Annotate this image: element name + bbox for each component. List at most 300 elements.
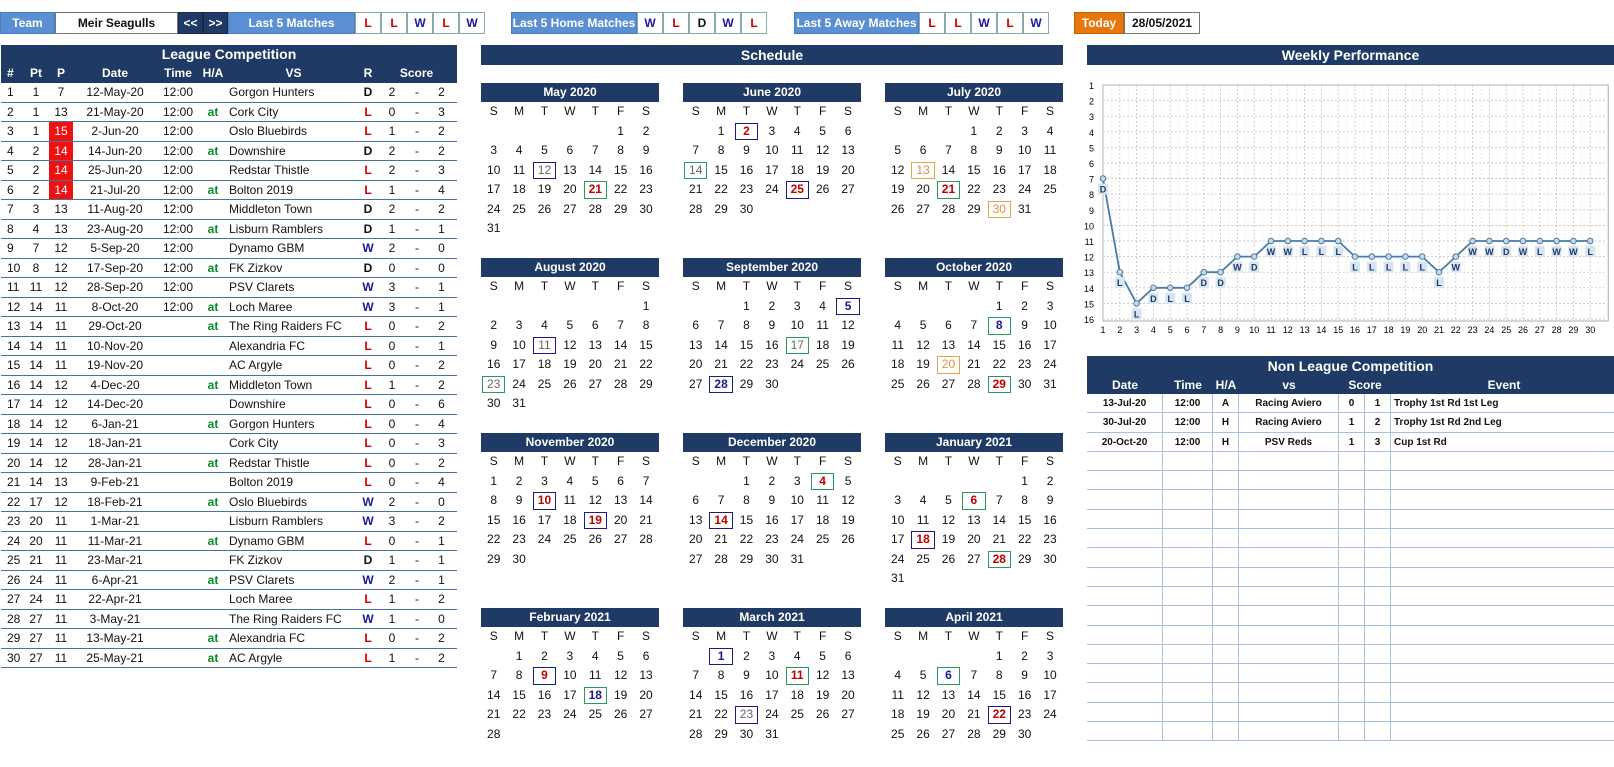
- calendar-day[interactable]: 28: [941, 201, 956, 216]
- calendar-day[interactable]: 24: [1043, 707, 1057, 721]
- calendar-day[interactable]: 21: [689, 182, 703, 196]
- calendar-day[interactable]: 15: [992, 337, 1006, 352]
- calendar-day[interactable]: 22: [739, 357, 754, 371]
- calendar-day[interactable]: 13: [689, 512, 703, 527]
- calendar-day[interactable]: 1: [617, 123, 624, 138]
- calendar-day[interactable]: 11: [816, 493, 829, 507]
- calendar-day[interactable]: 20: [967, 532, 981, 546]
- calendar-day[interactable]: 23: [1017, 707, 1032, 721]
- calendar-day[interactable]: 23: [639, 182, 653, 196]
- calendar-day[interactable]: 27: [639, 707, 653, 721]
- calendar-day[interactable]: 23: [739, 182, 754, 196]
- calendar-day[interactable]: 31: [512, 396, 526, 410]
- calendar-day[interactable]: 2: [995, 123, 1003, 138]
- calendar-day[interactable]: 12: [841, 318, 855, 332]
- calendar-day[interactable]: 5: [844, 473, 852, 488]
- calendar-day[interactable]: 5: [591, 473, 599, 488]
- calendar-day[interactable]: 18: [537, 357, 552, 371]
- calendar-day[interactable]: 24: [765, 182, 779, 196]
- calendar-day[interactable]: 29: [739, 376, 754, 391]
- calendar-day[interactable]: 20: [689, 357, 703, 371]
- calendar-day[interactable]: 17: [512, 357, 526, 371]
- calendar-day[interactable]: 22: [987, 705, 1012, 725]
- calendar-day[interactable]: 17: [1043, 687, 1057, 702]
- calendar-day[interactable]: 15: [613, 162, 628, 177]
- calendar-day[interactable]: 8: [987, 316, 1012, 336]
- calendar-day[interactable]: 21: [714, 357, 728, 371]
- calendar-day[interactable]: 7: [717, 493, 725, 507]
- calendar-day[interactable]: 11: [512, 162, 526, 177]
- calendar-day[interactable]: 25: [916, 551, 930, 566]
- calendar-day[interactable]: 26: [815, 707, 830, 721]
- calendar-day[interactable]: 29: [639, 376, 653, 391]
- calendar-day[interactable]: 8: [642, 318, 650, 332]
- calendar-day[interactable]: 25: [537, 376, 552, 391]
- calendar-day[interactable]: 23: [765, 357, 779, 371]
- calendar-day[interactable]: 12: [563, 337, 577, 352]
- calendar-day[interactable]: 6: [617, 473, 624, 488]
- calendar-day[interactable]: 29: [714, 726, 728, 741]
- calendar-day[interactable]: 30: [765, 376, 779, 391]
- calendar-day[interactable]: 5: [541, 143, 548, 157]
- calendar-day[interactable]: 3: [1021, 123, 1028, 138]
- calendar-day[interactable]: 27: [841, 182, 855, 196]
- calendar-day[interactable]: 23: [734, 705, 759, 725]
- calendar-day[interactable]: 31: [891, 571, 905, 585]
- calendar-day[interactable]: 11: [785, 666, 810, 686]
- calendar-day[interactable]: 26: [563, 376, 577, 391]
- calendar-day[interactable]: 1: [708, 647, 733, 667]
- calendar-day[interactable]: 6: [692, 318, 700, 332]
- calendar-day[interactable]: 14: [967, 337, 981, 352]
- calendar-day[interactable]: 17: [765, 162, 779, 177]
- calendar-day[interactable]: 18: [891, 357, 905, 371]
- calendar-day[interactable]: 15: [1017, 512, 1032, 527]
- calendar-day[interactable]: 3: [793, 298, 801, 313]
- calendar-day[interactable]: 10: [512, 337, 526, 352]
- calendar-day[interactable]: 31: [765, 726, 779, 741]
- calendar-day[interactable]: 24: [1017, 182, 1032, 196]
- calendar-day[interactable]: 3: [1046, 648, 1054, 663]
- calendar-day[interactable]: 13: [967, 512, 981, 527]
- calendar-day[interactable]: 22: [739, 532, 754, 546]
- calendar-day[interactable]: 16: [765, 337, 779, 352]
- calendar-day[interactable]: 20: [689, 532, 703, 546]
- calendar-day[interactable]: 27: [563, 201, 577, 216]
- calendar-day[interactable]: 5: [894, 143, 902, 157]
- calendar-day[interactable]: 16: [1017, 687, 1032, 702]
- calendar-day[interactable]: 15: [487, 512, 501, 527]
- calendar-day[interactable]: 14: [487, 687, 501, 702]
- calendar-day[interactable]: 24: [790, 532, 804, 546]
- calendar-day[interactable]: 25: [563, 532, 577, 546]
- calendar-day[interactable]: 14: [714, 337, 728, 352]
- calendar-day[interactable]: 25: [891, 376, 905, 391]
- calendar-day[interactable]: 13: [639, 668, 653, 682]
- calendar-day[interactable]: 23: [537, 707, 552, 721]
- calendar-day[interactable]: 19: [583, 511, 608, 531]
- calendar-day[interactable]: 22: [967, 182, 981, 196]
- calendar-day[interactable]: 12: [916, 337, 930, 352]
- calendar-day[interactable]: 1: [743, 298, 750, 313]
- calendar-day[interactable]: 19: [815, 687, 830, 702]
- calendar-day[interactable]: 13: [563, 162, 577, 177]
- calendar-day[interactable]: 18: [1043, 162, 1057, 177]
- calendar-day[interactable]: 27: [613, 532, 628, 546]
- calendar-day[interactable]: 3: [566, 648, 574, 663]
- calendar-day[interactable]: 29: [992, 726, 1006, 741]
- calendar-day[interactable]: 20: [841, 687, 855, 702]
- calendar-day[interactable]: 30: [739, 201, 754, 216]
- calendar-day[interactable]: 14: [588, 162, 602, 177]
- calendar-day[interactable]: 3: [541, 473, 548, 488]
- calendar-day[interactable]: 25: [588, 707, 602, 721]
- calendar-day[interactable]: 14: [708, 511, 733, 531]
- calendar-day[interactable]: 9: [1021, 318, 1028, 332]
- calendar-day[interactable]: 18: [563, 512, 577, 527]
- calendar-day[interactable]: 6: [591, 318, 599, 332]
- calendar-day[interactable]: 2: [1021, 648, 1028, 663]
- calendar-day[interactable]: 31: [790, 551, 804, 566]
- calendar-day[interactable]: 28: [967, 726, 981, 741]
- calendar-day[interactable]: 26: [916, 376, 930, 391]
- calendar-day[interactable]: 28: [689, 726, 703, 741]
- calendar-day[interactable]: 23: [512, 532, 526, 546]
- calendar-day[interactable]: 8: [1021, 493, 1028, 507]
- calendar-day[interactable]: 26: [841, 532, 855, 546]
- calendar-day[interactable]: 4: [894, 668, 902, 682]
- calendar-day[interactable]: 8: [970, 143, 978, 157]
- calendar-day[interactable]: 25: [1043, 182, 1057, 196]
- calendar-day[interactable]: 20: [941, 707, 956, 721]
- calendar-day[interactable]: 2: [768, 473, 776, 488]
- calendar-day[interactable]: 27: [967, 551, 981, 566]
- calendar-day[interactable]: 6: [692, 493, 700, 507]
- calendar-day[interactable]: 4: [566, 473, 574, 488]
- prev-team-button[interactable]: <<: [178, 12, 203, 34]
- calendar-day[interactable]: 3: [515, 318, 523, 332]
- calendar-day[interactable]: 28: [714, 551, 728, 566]
- calendar-day[interactable]: 5: [819, 123, 826, 138]
- calendar-day[interactable]: 2: [743, 648, 750, 663]
- calendar-day[interactable]: 15: [639, 337, 653, 352]
- calendar-day[interactable]: 6: [961, 491, 986, 511]
- calendar-day[interactable]: 4: [591, 648, 599, 663]
- calendar-day[interactable]: 22: [487, 532, 501, 546]
- calendar-day[interactable]: 18: [815, 337, 830, 352]
- calendar-day[interactable]: 8: [490, 493, 498, 507]
- calendar-day[interactable]: 14: [941, 162, 956, 177]
- calendar-day[interactable]: 20: [613, 512, 628, 527]
- calendar-day[interactable]: 3: [1046, 298, 1054, 313]
- calendar-day[interactable]: 27: [941, 726, 956, 741]
- calendar-day[interactable]: 28: [613, 376, 628, 391]
- calendar-day[interactable]: 15: [714, 162, 728, 177]
- calendar-day[interactable]: 26: [613, 707, 628, 721]
- calendar-day[interactable]: 3: [768, 648, 776, 663]
- calendar-day[interactable]: 1: [515, 648, 523, 663]
- calendar-day[interactable]: 28: [639, 532, 653, 546]
- calendar-day[interactable]: 19: [815, 162, 830, 177]
- calendar-day[interactable]: 12: [588, 493, 602, 507]
- calendar-day[interactable]: 8: [743, 318, 750, 332]
- calendar-day[interactable]: 20: [936, 355, 961, 375]
- calendar-day[interactable]: 7: [490, 668, 498, 682]
- calendar-day[interactable]: 29: [739, 551, 754, 566]
- calendar-day[interactable]: 7: [692, 143, 700, 157]
- calendar-day[interactable]: 7: [717, 318, 725, 332]
- calendar-day[interactable]: 20: [563, 182, 577, 196]
- calendar-day[interactable]: 18: [790, 687, 804, 702]
- calendar-day[interactable]: 15: [512, 687, 526, 702]
- calendar-day[interactable]: 19: [941, 532, 956, 546]
- calendar-day[interactable]: 30: [1017, 726, 1032, 741]
- calendar-day[interactable]: 26: [916, 726, 930, 741]
- calendar-day[interactable]: 11: [563, 493, 577, 507]
- calendar-day[interactable]: 1: [970, 123, 978, 138]
- calendar-day[interactable]: 4: [919, 493, 927, 507]
- calendar-day[interactable]: 12: [916, 687, 930, 702]
- calendar-day[interactable]: 27: [689, 551, 703, 566]
- calendar-day[interactable]: 7: [970, 668, 978, 682]
- calendar-day[interactable]: 23: [992, 182, 1006, 196]
- calendar-day[interactable]: 22: [714, 182, 728, 196]
- calendar-day[interactable]: 1: [1021, 473, 1028, 488]
- calendar-day[interactable]: 17: [891, 532, 905, 546]
- calendar-day[interactable]: 13: [941, 337, 956, 352]
- calendar-day[interactable]: 9: [642, 143, 650, 157]
- calendar-day[interactable]: 22: [1017, 532, 1032, 546]
- calendar-day[interactable]: 7: [995, 493, 1003, 507]
- calendar-day[interactable]: 4: [810, 472, 835, 492]
- calendar-day[interactable]: 4: [793, 648, 801, 663]
- calendar-day[interactable]: 26: [841, 357, 855, 371]
- calendar-day[interactable]: 10: [487, 162, 501, 177]
- calendar-day[interactable]: 27: [588, 376, 602, 391]
- calendar-day[interactable]: 30: [487, 396, 501, 410]
- calendar-day[interactable]: 10: [563, 668, 577, 682]
- calendar-day[interactable]: 5: [617, 648, 624, 663]
- calendar-day[interactable]: 24: [1043, 357, 1057, 371]
- calendar-day[interactable]: 30: [512, 551, 526, 566]
- next-team-button[interactable]: >>: [203, 12, 228, 34]
- calendar-day[interactable]: 14: [639, 493, 653, 507]
- calendar-day[interactable]: 13: [841, 143, 855, 157]
- calendar-day[interactable]: 29: [987, 375, 1012, 395]
- calendar-day[interactable]: 7: [617, 318, 624, 332]
- calendar-day[interactable]: 14: [613, 337, 628, 352]
- calendar-day[interactable]: 4: [819, 298, 826, 313]
- calendar-day[interactable]: 17: [1017, 162, 1032, 177]
- calendar-day[interactable]: 16: [537, 687, 552, 702]
- calendar-day[interactable]: 2: [541, 648, 548, 663]
- calendar-day[interactable]: 19: [841, 512, 855, 527]
- calendar-day[interactable]: 29: [967, 201, 981, 216]
- calendar-day[interactable]: 16: [639, 162, 653, 177]
- calendar-day[interactable]: 18: [891, 707, 905, 721]
- calendar-day[interactable]: 9: [743, 143, 750, 157]
- calendar-day[interactable]: 16: [487, 357, 501, 371]
- calendar-day[interactable]: 11: [589, 668, 602, 682]
- calendar-day[interactable]: 18: [583, 686, 608, 706]
- calendar-day[interactable]: 23: [481, 375, 506, 395]
- calendar-day[interactable]: 11: [891, 337, 904, 352]
- calendar-day[interactable]: 2: [1021, 298, 1028, 313]
- calendar-day[interactable]: 10: [790, 493, 804, 507]
- calendar-day[interactable]: 30: [765, 551, 779, 566]
- calendar-day[interactable]: 13: [613, 493, 628, 507]
- calendar-day[interactable]: 20: [639, 687, 653, 702]
- calendar-day[interactable]: 29: [1017, 551, 1032, 566]
- calendar-day[interactable]: 10: [1043, 668, 1057, 682]
- calendar-day[interactable]: 30: [739, 726, 754, 741]
- calendar-day[interactable]: 22: [992, 357, 1006, 371]
- calendar-day[interactable]: 28: [708, 375, 733, 395]
- calendar-day[interactable]: 25: [815, 532, 830, 546]
- calendar-day[interactable]: 16: [1043, 512, 1057, 527]
- calendar-day[interactable]: 7: [945, 143, 952, 157]
- calendar-day[interactable]: 25: [891, 726, 905, 741]
- calendar-day[interactable]: 25: [815, 357, 830, 371]
- calendar-day[interactable]: 27: [689, 376, 703, 391]
- calendar-day[interactable]: 5: [819, 648, 826, 663]
- calendar-day[interactable]: 15: [992, 687, 1006, 702]
- calendar-day[interactable]: 10: [1017, 143, 1032, 157]
- calendar-day[interactable]: 21: [967, 357, 981, 371]
- calendar-day[interactable]: 19: [891, 182, 905, 196]
- calendar-day[interactable]: 21: [714, 532, 728, 546]
- calendar-day[interactable]: 21: [936, 180, 961, 200]
- calendar-day[interactable]: 16: [992, 162, 1006, 177]
- calendar-day[interactable]: 27: [841, 707, 855, 721]
- calendar-day[interactable]: 24: [563, 707, 577, 721]
- calendar-day[interactable]: 26: [537, 201, 552, 216]
- calendar-day[interactable]: 4: [541, 318, 548, 332]
- calendar-day[interactable]: 19: [916, 357, 930, 371]
- calendar-day[interactable]: 4: [515, 143, 523, 157]
- calendar-day[interactable]: 21: [613, 357, 628, 371]
- calendar-day[interactable]: 4: [894, 318, 902, 332]
- calendar-day[interactable]: 11: [891, 687, 904, 702]
- calendar-day[interactable]: 18: [815, 512, 830, 527]
- calendar-day[interactable]: 14: [992, 512, 1006, 527]
- calendar-day[interactable]: 10: [765, 143, 779, 157]
- calendar-day[interactable]: 8: [717, 668, 725, 682]
- calendar-day[interactable]: 3: [768, 123, 776, 138]
- calendar-day[interactable]: 26: [891, 201, 905, 216]
- calendar-day[interactable]: 26: [588, 532, 602, 546]
- calendar-day[interactable]: 4: [793, 123, 801, 138]
- calendar-day[interactable]: 30: [1017, 376, 1032, 391]
- calendar-day[interactable]: 1: [642, 298, 650, 313]
- calendar-day[interactable]: 7: [642, 473, 650, 488]
- calendar-day[interactable]: 2: [768, 298, 776, 313]
- calendar-day[interactable]: 9: [743, 668, 750, 682]
- calendar-day[interactable]: 11: [816, 318, 829, 332]
- calendar-day[interactable]: 10: [891, 512, 905, 527]
- calendar-day[interactable]: 1: [717, 123, 725, 138]
- calendar-day[interactable]: 22: [512, 707, 526, 721]
- calendar-day[interactable]: 7: [692, 668, 700, 682]
- calendar-day[interactable]: 5: [835, 297, 860, 317]
- calendar-day[interactable]: 21: [967, 707, 981, 721]
- calendar-day[interactable]: 17: [785, 336, 810, 356]
- calendar-day[interactable]: 28: [588, 201, 602, 216]
- calendar-day[interactable]: 12: [613, 668, 628, 682]
- calendar-day[interactable]: 19: [613, 687, 628, 702]
- calendar-day[interactable]: 7: [591, 143, 599, 157]
- calendar-day[interactable]: 6: [844, 123, 852, 138]
- calendar-day[interactable]: 15: [967, 162, 981, 177]
- calendar-day[interactable]: 19: [841, 337, 855, 352]
- calendar-day[interactable]: 30: [639, 201, 653, 216]
- calendar-day[interactable]: 9: [768, 318, 776, 332]
- calendar-day[interactable]: 11: [1043, 143, 1057, 157]
- calendar-day[interactable]: 11: [916, 512, 930, 527]
- calendar-day[interactable]: 17: [537, 512, 552, 527]
- calendar-day[interactable]: 6: [844, 648, 852, 663]
- calendar-day[interactable]: 21: [689, 707, 703, 721]
- calendar-day[interactable]: 9: [768, 493, 776, 507]
- calendar-day[interactable]: 30: [1043, 551, 1057, 566]
- calendar-day[interactable]: 29: [487, 551, 501, 566]
- calendar-day[interactable]: 9: [532, 666, 557, 686]
- calendar-day[interactable]: 22: [714, 707, 728, 721]
- calendar-day[interactable]: 16: [765, 512, 779, 527]
- calendar-day[interactable]: 9: [995, 143, 1003, 157]
- calendar-day[interactable]: 21: [583, 180, 608, 200]
- calendar-day[interactable]: 19: [537, 182, 552, 196]
- calendar-day[interactable]: 25: [512, 201, 526, 216]
- calendar-day[interactable]: 31: [1017, 201, 1032, 216]
- calendar-day[interactable]: 14: [967, 687, 981, 702]
- calendar-day[interactable]: 24: [537, 532, 552, 546]
- calendar-day[interactable]: 19: [563, 357, 577, 371]
- calendar-day[interactable]: 12: [815, 143, 830, 157]
- calendar-day[interactable]: 1: [995, 648, 1003, 663]
- calendar-day[interactable]: 9: [490, 337, 498, 352]
- calendar-day[interactable]: 17: [790, 512, 804, 527]
- calendar-day[interactable]: 12: [841, 493, 855, 507]
- calendar-day[interactable]: 25: [790, 707, 804, 721]
- calendar-day[interactable]: 8: [743, 493, 750, 507]
- calendar-day[interactable]: 16: [1017, 337, 1032, 352]
- calendar-day[interactable]: 23: [765, 532, 779, 546]
- calendar-day[interactable]: 28: [487, 726, 501, 741]
- calendar-day[interactable]: 1: [490, 473, 498, 488]
- calendar-day[interactable]: 20: [916, 182, 930, 196]
- calendar-day[interactable]: 1: [743, 473, 750, 488]
- calendar-day[interactable]: 28: [967, 376, 981, 391]
- calendar-day[interactable]: 8: [717, 143, 725, 157]
- calendar-day[interactable]: 11: [791, 143, 804, 157]
- calendar-day[interactable]: 21: [487, 707, 501, 721]
- calendar-day[interactable]: 28: [689, 201, 703, 216]
- calendar-day[interactable]: 12: [941, 512, 956, 527]
- calendar-day[interactable]: 3: [894, 493, 902, 507]
- calendar-day[interactable]: 16: [512, 512, 526, 527]
- calendar-day[interactable]: 10: [790, 318, 804, 332]
- calendar-day[interactable]: 13: [941, 687, 956, 702]
- calendar-day[interactable]: 24: [790, 357, 804, 371]
- calendar-day[interactable]: 10: [532, 491, 557, 511]
- calendar-day[interactable]: 22: [613, 182, 628, 196]
- calendar-day[interactable]: 13: [910, 161, 935, 181]
- calendar-day[interactable]: 5: [566, 318, 574, 332]
- calendar-day[interactable]: 20: [841, 162, 855, 177]
- calendar-day[interactable]: 15: [739, 512, 754, 527]
- calendar-day[interactable]: 30: [987, 200, 1012, 220]
